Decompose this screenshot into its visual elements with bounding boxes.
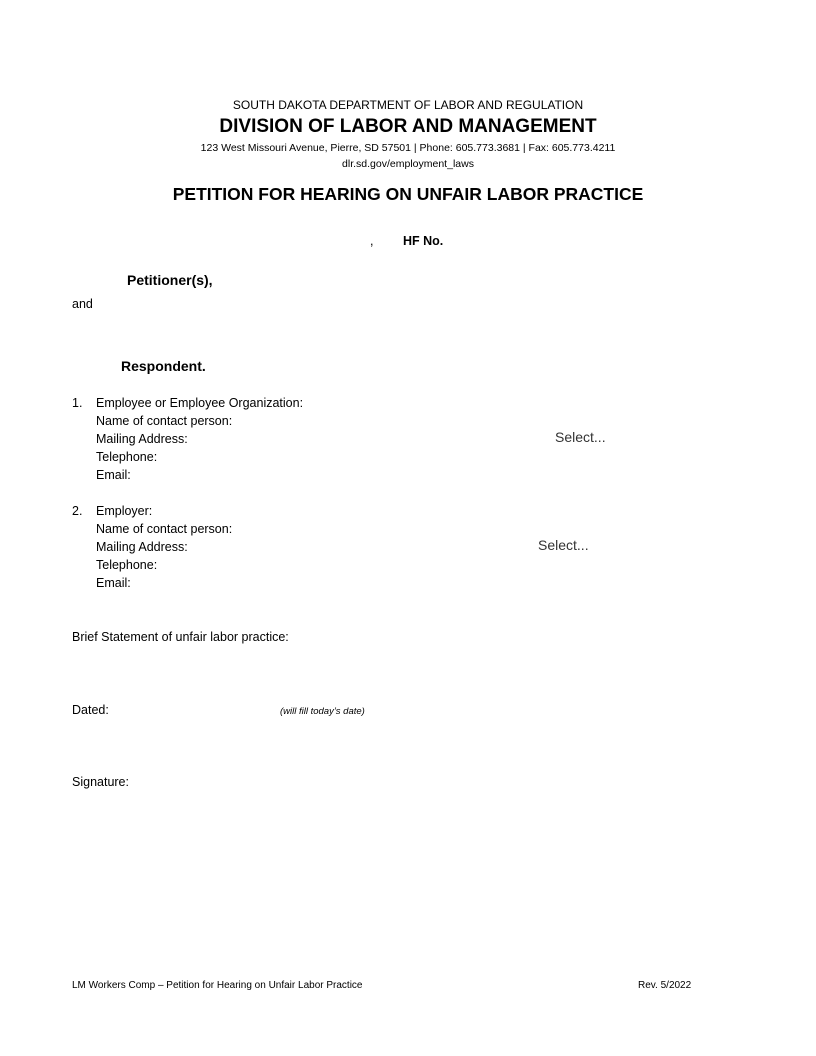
petitioner-label: Petitioner(s), — [127, 272, 213, 288]
division-name: DIVISION OF LABOR AND MANAGEMENT — [219, 116, 597, 137]
contact-address: 123 West Missouri Avenue, Pierre, SD 57501 | Phone: 605.773.3681 | Fax: 605.773.4211 — [200, 142, 616, 154]
employer-email-input[interactable] — [150, 576, 410, 591]
dated-input[interactable] — [120, 703, 270, 718]
respondent-name-input[interactable] — [72, 334, 362, 349]
employee-contact-input[interactable] — [252, 414, 552, 429]
employee-mailing-label: Mailing Address: — [96, 432, 188, 446]
employee-contact-label: Name of contact person: — [96, 414, 233, 428]
employee-organization-input[interactable] — [330, 396, 610, 411]
employer-contact-input[interactable] — [252, 522, 552, 537]
employee-state-select[interactable]: Select... — [555, 429, 606, 445]
signature-label: Signature: — [72, 775, 129, 789]
website-link[interactable]: dlr.sd.gov/employment_laws — [342, 158, 474, 170]
section-2-number: 2. — [72, 504, 83, 518]
document-title: PETITION FOR HEARING ON UNFAIR LABOR PRACTICE — [172, 184, 644, 204]
employee-telephone-label: Telephone: — [96, 450, 158, 464]
employer-state-select[interactable]: Select... — [538, 537, 589, 553]
footer-form-name: LM Workers Comp – Petition for Hearing on Unfair Labor Practice — [72, 980, 363, 991]
employer-name-input[interactable] — [170, 504, 550, 519]
employer-telephone-input[interactable] — [180, 558, 380, 573]
caption-comma: , — [370, 234, 374, 248]
statement-label: Brief Statement of unfair labor practice: — [72, 630, 289, 644]
section-1-number: 1. — [72, 396, 83, 410]
employee-email-label: Email: — [96, 468, 131, 482]
employer-mailing-label: Mailing Address: — [96, 540, 188, 554]
agency-name: SOUTH DAKOTA DEPARTMENT OF LABOR AND REGULATION — [232, 98, 584, 112]
hf-number-label: HF No. — [403, 234, 444, 248]
section-1-heading: Employee or Employee Organization: — [96, 396, 304, 410]
signature-input[interactable] — [140, 775, 440, 790]
employer-email-label: Email: — [96, 576, 131, 590]
and-label: and — [72, 297, 93, 311]
employer-telephone-label: Telephone: — [96, 558, 158, 572]
employer-mailing-input[interactable] — [210, 540, 530, 555]
employee-mailing-input[interactable] — [210, 432, 540, 447]
dated-label: Dated: — [72, 703, 109, 717]
dated-note: (will fill today’s date) — [280, 706, 365, 717]
employee-email-input[interactable] — [150, 468, 410, 483]
hf-number-input[interactable] — [450, 234, 650, 249]
respondent-label: Respondent. — [121, 358, 206, 374]
employer-contact-label: Name of contact person: — [96, 522, 233, 536]
section-2-heading: Employer: — [96, 504, 153, 518]
employee-telephone-input[interactable] — [180, 450, 380, 465]
petitioner-name-input[interactable] — [72, 252, 362, 267]
statement-input[interactable] — [72, 650, 732, 690]
footer-revision: Rev. 5/2022 — [638, 980, 692, 991]
